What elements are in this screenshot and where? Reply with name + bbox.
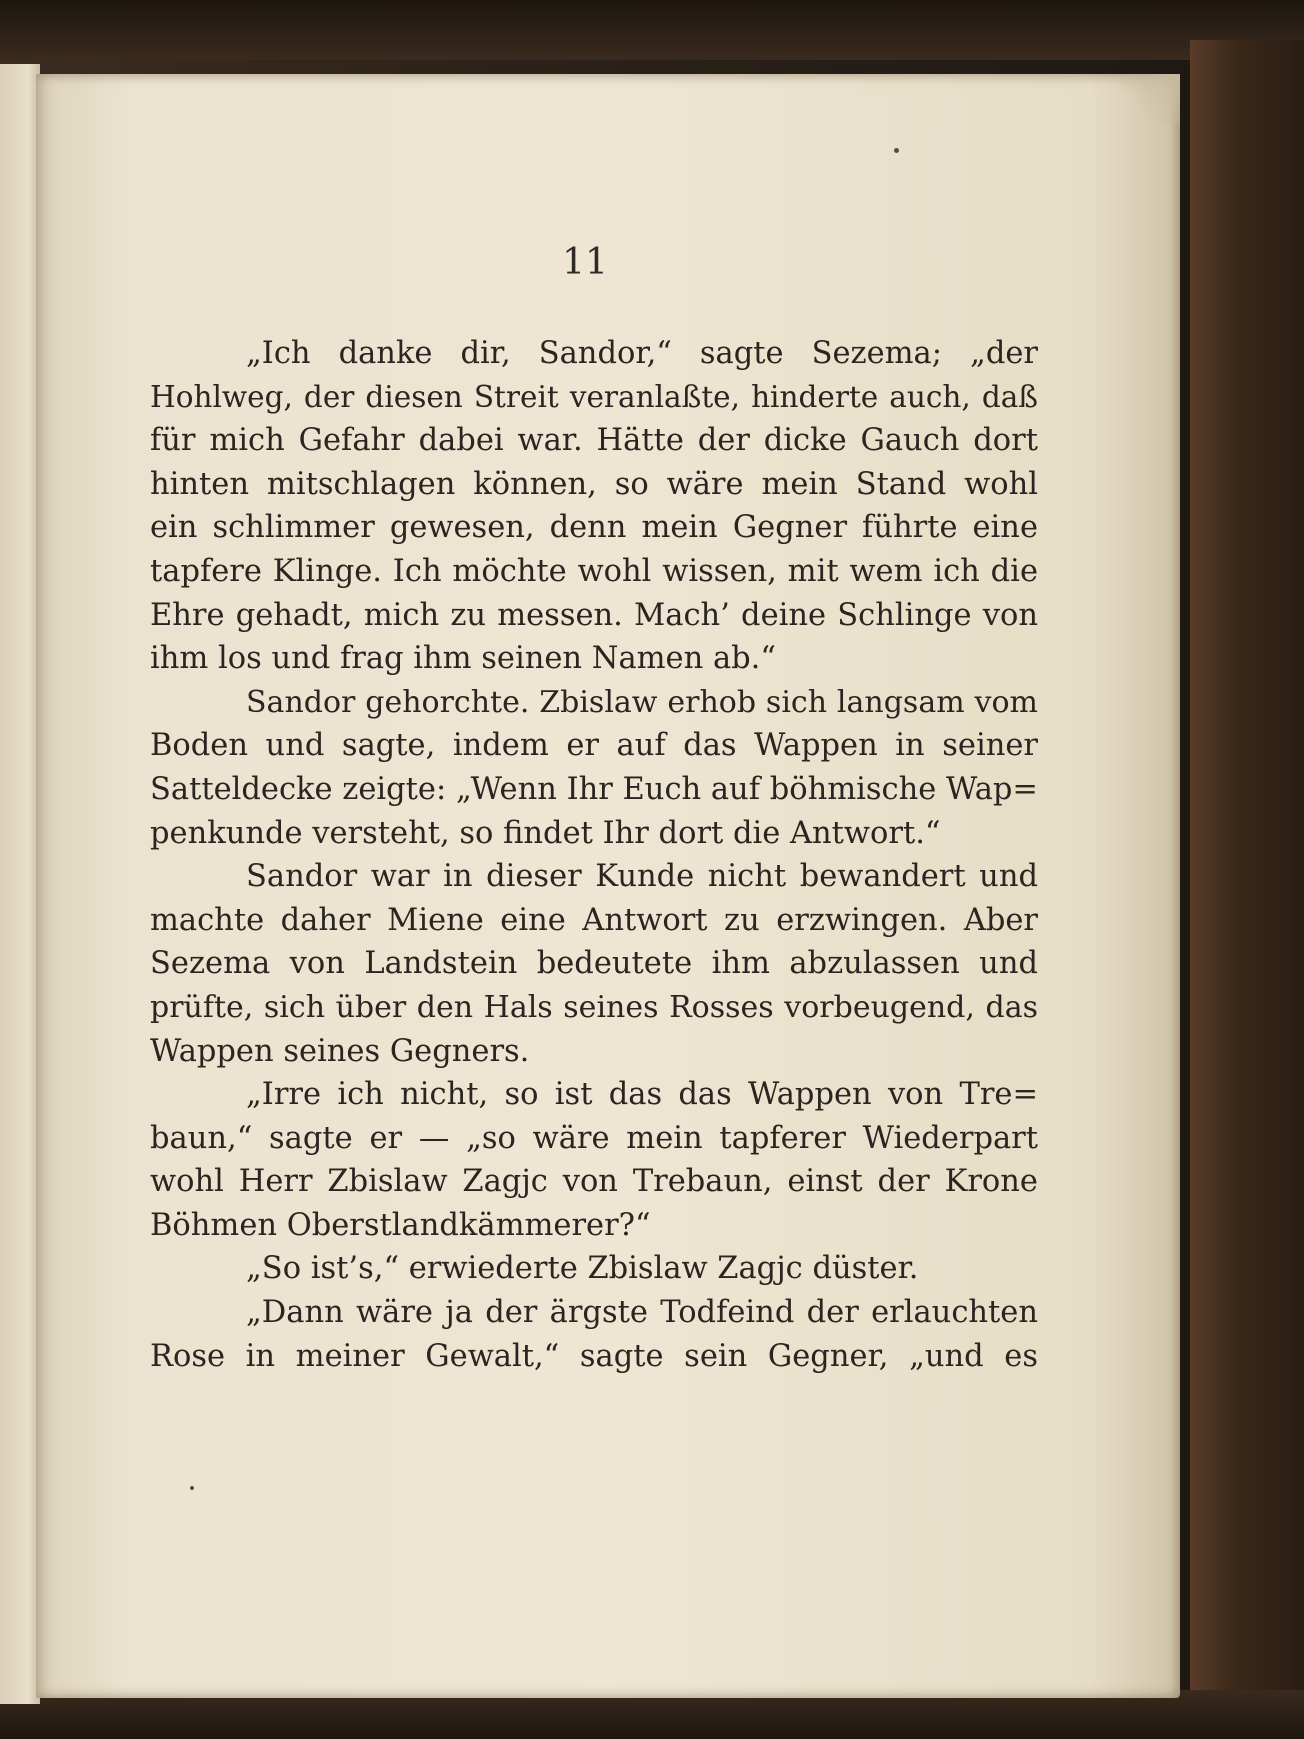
text-line: Ehre gehadt, mich zu messen. Mach’ deine Schlinge von bbox=[150, 597, 1038, 633]
text-line: Sandor gehorchte. Zbislaw erhob sich langsam vom bbox=[246, 684, 1038, 720]
text-line: Sandor war in dieser Kunde nicht bewandert und bbox=[246, 859, 1038, 895]
left-page-edge bbox=[0, 64, 40, 1704]
text-line: machte daher Miene eine Antwort zu erzwingen. Aber bbox=[150, 902, 1038, 938]
text-line: ihm los und frag ihm seinen Namen ab.“ bbox=[150, 641, 776, 677]
text-line: Satteldecke zeigte: „Wenn Ihr Euch auf böhmische Wap= bbox=[150, 771, 1038, 807]
text-line: baun,“ sagte er — „so wäre mein tapferer Wiederpart bbox=[150, 1120, 1038, 1156]
text-line: für mich Gefahr dabei war. Hätte der dicke Gauch dort bbox=[150, 423, 1038, 459]
text-line: penkunde versteht, so findet Ihr dort die Antwort.“ bbox=[150, 815, 941, 851]
text-line: hinten mitschlagen können, so wäre mein Stand wohl bbox=[150, 466, 1038, 502]
text-line: „Irre ich nicht, so ist das das Wappen von Tre= bbox=[246, 1077, 1038, 1113]
book-cover-right-edge bbox=[1190, 40, 1304, 1739]
text-line: wohl Herr Zbislaw Zagjc von Trebaun, einst der Krone bbox=[150, 1164, 1038, 1200]
text-line: tapfere Klinge. Ich möchte wohl wissen, mit wem ich die bbox=[150, 553, 1038, 589]
text-line: „Dann wäre ja der ärgste Todfeind der erlauchten bbox=[246, 1295, 1038, 1331]
text-line: Hohlweg, der diesen Streit veranlaßte, hinderte auch, daß bbox=[150, 379, 1038, 414]
text-line: Boden und sagte, indem er auf das Wappen in seiner bbox=[150, 728, 1038, 764]
text-line: prüfte, sich über den Hals seines Rosses vorbeugend, das bbox=[150, 989, 1038, 1025]
paper-speck bbox=[894, 148, 899, 153]
page-number: 11 bbox=[562, 242, 608, 283]
text-line: Wappen seines Gegners. bbox=[150, 1033, 530, 1069]
text-line: „So ist’s,“ erwiederte Zbislaw Zagjc düster. bbox=[246, 1251, 919, 1287]
book-cover-top-edge bbox=[0, 0, 1304, 60]
text-line: Böhmen Oberstlandkämmerer?“ bbox=[150, 1207, 651, 1243]
page-text bbox=[150, 332, 1038, 1378]
paper-speck bbox=[190, 1486, 194, 1490]
text-line: Sezema von Landstein bedeutete ihm abzulassen und bbox=[150, 946, 1038, 982]
text-line: „Ich danke dir, Sandor,“ sagte Sezema; „der bbox=[246, 336, 1038, 371]
text-line: ein schlimmer gewesen, denn mein Gegner führte eine bbox=[150, 510, 1038, 546]
text-line: Rose in meiner Gewalt,“ sagte sein Gegner, „und es bbox=[150, 1338, 1038, 1374]
